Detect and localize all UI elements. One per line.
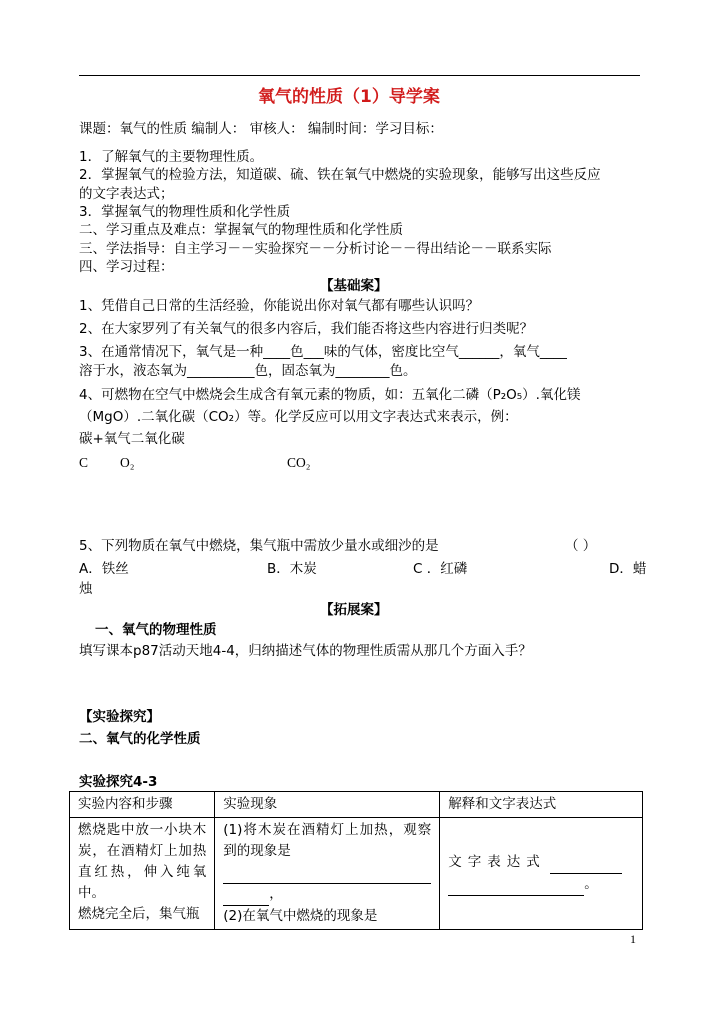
objective-3: 3．掌握氧气的物理性质和化学性质 [79, 204, 291, 220]
experiment-table [69, 791, 643, 930]
question-3-line2: 溶于水，液态氧为__________色，固态氧为________色。 [79, 363, 417, 379]
meta-line: 课题：氧气的性质 编制人： 审核人： 编制时间：学习目标： [79, 121, 443, 137]
chemical-properties-heading: 二、氧气的化学性质 [79, 731, 201, 747]
example-word-equation: 碳+氧气二氧化碳 [79, 431, 185, 447]
section-process: 四、学习过程： [79, 259, 174, 275]
section-key-points: 二、学习重点及难点：掌握氧气的物理性质和化学性质 [79, 222, 403, 238]
phenomenon-2: (2)在氧气中燃烧的现象是 [223, 908, 378, 924]
question-5-answer-paren: （ ） [565, 538, 597, 554]
steps-text: 燃烧匙中放一小块木炭，在酒精灯上加热直红热，伸入纯氧中。 [78, 822, 207, 901]
table-row [70, 818, 643, 930]
experiment-heading: 【实验探究】 [79, 709, 160, 725]
table-header-row [70, 792, 643, 818]
page-title: 氧气的性质（1）导学案 [258, 87, 440, 107]
option-b: B．木炭 [267, 561, 317, 577]
explanation-blank [550, 852, 622, 874]
basic-heading: 【基础案】 [320, 278, 388, 294]
physical-properties-task: 填写课本p87活动天地4-4，归纳描述气体的物理性质需从那几个方面入手？ [79, 643, 532, 659]
objective-2-cont: 的文字表达式； [79, 186, 174, 202]
explanation-cell [440, 818, 643, 930]
question-4-line1: 4、可燃物在空气中燃烧会生成含有氧元素的物质，如：五氧化二磷（P₂O₅）.氧化镁 [79, 387, 581, 403]
phenomenon-cell [215, 818, 440, 930]
steps-text-2: 燃烧完全后，集气瓶 [78, 906, 200, 922]
example-symbol-o2: O₂ [120, 455, 135, 470]
physical-properties-heading: 一、氧气的物理性质 [95, 622, 217, 638]
section-method: 三、学法指导：自主学习－－实验探究－－分析讨论－－得出结论－－联系实际 [79, 241, 552, 257]
page-number: 1 [630, 932, 636, 946]
phenomenon-1-blank [223, 862, 431, 884]
question-4-line2: （MgO）.二氧化碳（CO₂）等。化学反应可以用文字表达式来表示，例： [79, 409, 518, 425]
explanation-line [448, 852, 634, 874]
phenomenon-1: (1)将木炭在酒精灯上加热，观察到的现象是 [223, 822, 432, 859]
column-header-phenomenon: 实验现象 [215, 792, 440, 818]
phenomenon-1-blank-2: ， [223, 884, 431, 906]
question-2: 2、在大家罗列了有关氧气的很多内容后，我们能否将这些内容进行归类呢？ [79, 321, 534, 337]
explanation-line-2: 。 [448, 874, 634, 896]
steps-cell [70, 818, 215, 930]
experiment-table-title: 实验探究4-3 [79, 774, 158, 790]
option-a: A．铁丝 [79, 561, 129, 577]
objective-1: 1．了解氧气的主要物理性质。 [79, 149, 264, 165]
example-symbol-co2: CO₂ [287, 455, 311, 470]
question-1: 1、凭借自己日常的生活经验，你能说出你对氧气都有哪些认识吗？ [79, 298, 480, 314]
extension-heading: 【拓展案】 [320, 602, 388, 618]
column-header-explanation: 解释和文字表达式 [440, 792, 643, 818]
objective-2: 2．掌握氧气的检验方法，知道碳、硫、铁在氧气中燃烧的实验现象，能够写出这些反应 [79, 167, 601, 183]
question-5: 5、下列物质在氧气中燃烧，集气瓶中需放少量水或细沙的是 [79, 538, 439, 554]
column-header-steps: 实验内容和步骤 [70, 792, 215, 818]
example-symbol-c: C [79, 455, 89, 470]
option-d: D．蜡 [609, 561, 647, 577]
option-c: C ．红磷 [413, 561, 468, 577]
top-rule [79, 75, 640, 76]
explanation-label: 文字表达式 [448, 853, 546, 870]
question-3-line1: 3、在通常情况下，氧气是一种____色___味的气体，密度比空气______，氧气____ [79, 344, 567, 360]
option-d-wrap: 烛 [79, 581, 93, 597]
